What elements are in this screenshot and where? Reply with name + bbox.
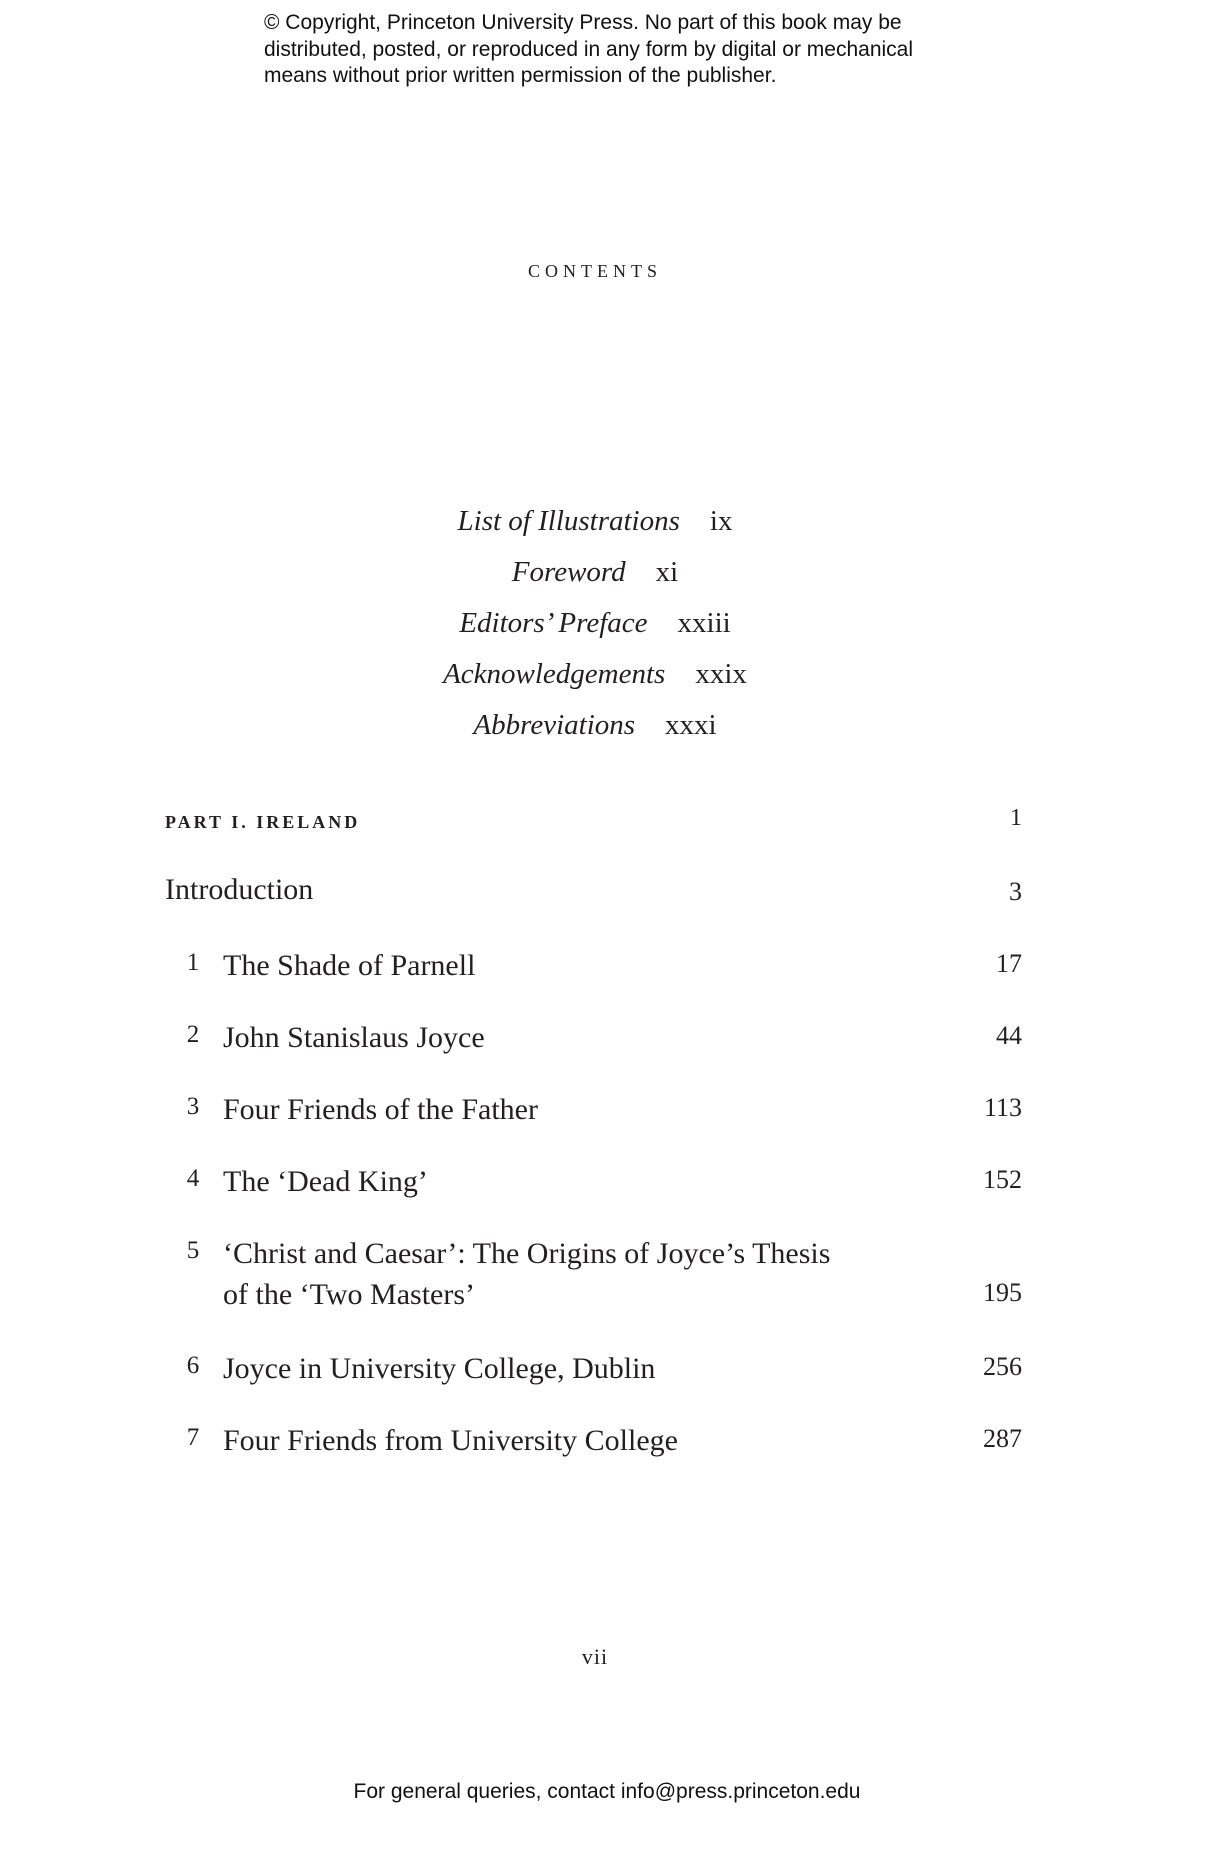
front-matter-item <box>0 700 1190 751</box>
front-matter-title: Abbreviations <box>473 709 636 741</box>
introduction-page: 3 <box>1009 877 1022 906</box>
footer-contact: For general queries, contact info@press.princeton.edu <box>353 1780 861 1803</box>
front-matter-title: Acknowledgements <box>443 658 666 690</box>
table-of-contents <box>165 805 1022 1492</box>
front-matter-title: Editors’ Preface <box>459 607 648 639</box>
chapter-number: 7 <box>186 1424 200 1451</box>
chapter-number: 5 <box>186 1237 200 1264</box>
chapter-title: Four Friends of the Father <box>223 1093 538 1126</box>
part-page: 1 <box>1010 805 1022 831</box>
chapter-title: Four Friends from University College <box>223 1424 678 1457</box>
front-matter-title: Foreword <box>511 556 626 588</box>
chapter-page: 152 <box>983 1165 1022 1194</box>
part-heading-row <box>165 805 1022 845</box>
chapter-entry <box>165 1089 1022 1161</box>
chapter-entry <box>165 1348 1022 1420</box>
chapter-title: The Shade of Parnell <box>223 949 476 982</box>
part-label: PART I. IRELAND <box>165 805 361 834</box>
introduction-title: Introduction <box>165 873 314 906</box>
front-matter-page: ix <box>709 505 733 537</box>
chapter-number: 1 <box>186 949 200 976</box>
chapter-number: 4 <box>186 1165 200 1192</box>
chapter-number: 2 <box>186 1021 200 1048</box>
chapter-page: 17 <box>996 949 1022 978</box>
front-matter-list <box>0 496 1190 751</box>
chapter-number: 6 <box>186 1352 200 1379</box>
page-number: vii <box>581 1644 609 1669</box>
front-matter-item <box>0 547 1190 598</box>
chapter-title: John Stanislaus Joyce <box>223 1021 485 1054</box>
chapter-page: 195 <box>983 1278 1022 1307</box>
chapter-entry <box>165 1233 1022 1348</box>
chapter-page: 113 <box>983 1093 1022 1122</box>
contents-heading: contents <box>528 254 662 283</box>
chapter-entry <box>165 1017 1022 1089</box>
chapter-entry <box>165 1161 1022 1233</box>
front-matter-page: xxix <box>695 658 747 690</box>
front-matter-title: List of Illustrations <box>457 505 680 537</box>
front-matter-page: xxxi <box>665 709 717 741</box>
chapter-entry <box>165 1420 1022 1492</box>
chapter-number: 3 <box>186 1093 200 1120</box>
chapter-page: 287 <box>983 1424 1022 1453</box>
chapter-title: Joyce in University College, Dublin <box>223 1352 656 1385</box>
front-matter-item <box>0 649 1190 700</box>
chapter-entry <box>165 945 1022 1017</box>
copyright-notice: © Copyright, Princeton University Press. No part of this book may be distributed, posted, or reproduced in any form by digital or mechanical means without prior written permission of the publisher. <box>264 11 914 87</box>
chapter-title: The ‘Dead King’ <box>223 1165 428 1198</box>
front-matter-item <box>0 496 1190 547</box>
front-matter-item <box>0 598 1190 649</box>
front-matter-page: xxiii <box>677 607 731 639</box>
chapter-title: ‘Christ and Caesar’: The Origins of Joyce’s Thesis of the ‘Two Masters’ <box>223 1237 831 1311</box>
introduction-row <box>165 873 1022 945</box>
front-matter-page: xi <box>655 556 679 588</box>
chapter-page: 256 <box>983 1352 1022 1381</box>
chapter-page: 44 <box>996 1021 1022 1050</box>
